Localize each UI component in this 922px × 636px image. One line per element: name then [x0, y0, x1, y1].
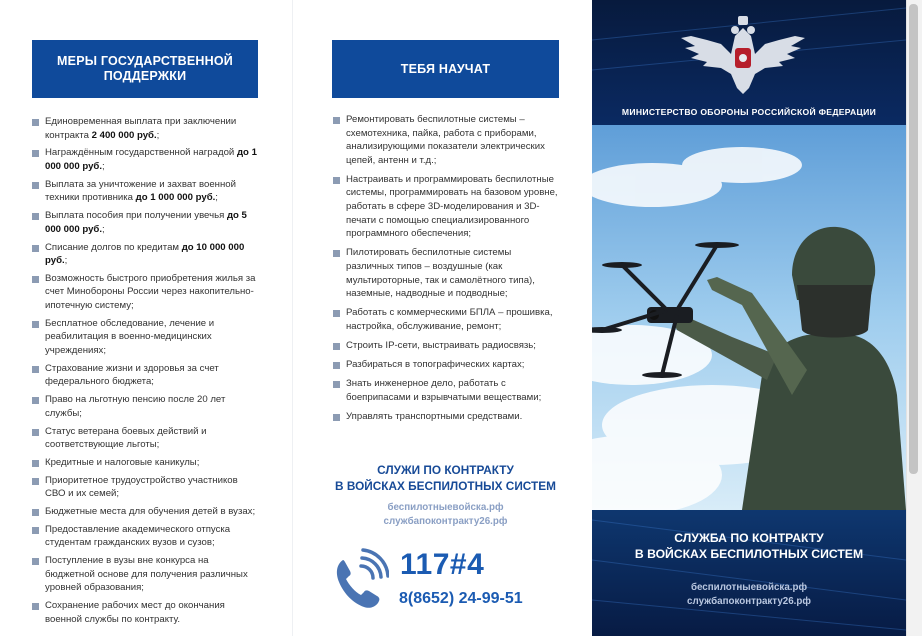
training-item: Разбираться в топографических картах; — [333, 358, 559, 372]
support-measure-item — [32, 523, 257, 550]
cover-title-line-2: В ВОЙСКАХ БЕСПИЛОТНЫХ СИСТЕМ — [634, 547, 864, 561]
support-measure-suffix: ; — [102, 223, 105, 235]
support-measure-text: Единовременная выплата при заключении контракта — [45, 116, 237, 141]
training-header: ТЕБЯ НАУЧАТ — [332, 40, 559, 98]
cover-website-contract[interactable]: службапоконтракту26.рф — [687, 596, 811, 607]
support-measure-amount: 2 400 000 руб. — [91, 129, 157, 141]
training-item: Пилотировать беспилотные системы различных типов – воздушные (как мультироторные, так и самолётного типа), наземные, надводные и подводные; — [333, 246, 559, 300]
double-headed-eagle-emblem — [677, 14, 809, 96]
cta-line-2: В ВОЙСКАХ БЕСПИЛОТНЫХ СИСТЕМ — [335, 478, 556, 493]
support-measure-suffix: ; — [64, 255, 68, 267]
support-measure-text: Награждённым государственной наградой — [45, 147, 237, 159]
support-measures-header: МЕРЫ ГОСУДАРСТВЕННОЙ ПОДДЕРЖКИ — [32, 40, 258, 98]
support-measure-text: Возможность быстрого приобретения жилья за счет Минобороны России через накопительно-ипотечную систему; — [45, 272, 256, 312]
support-measure-text: Бесплатное обследование, лечение и реабилитация в военно-медицинских учреждениях; — [45, 317, 215, 357]
support-measure-item — [32, 362, 257, 389]
support-measure-item — [32, 209, 257, 236]
support-measure-item — [32, 241, 257, 268]
support-measure-item — [32, 554, 257, 595]
support-measure-text: Списание долгов по кредитам — [45, 241, 182, 253]
website-link-contract[interactable]: службапоконтракту26.рф — [383, 516, 508, 527]
website-link-drones[interactable]: беспилотныевойска.рф — [387, 502, 504, 513]
support-measure-text: Выплата пособия при получении увечья — [45, 210, 227, 222]
support-measure-item — [32, 393, 257, 420]
support-measure-amount: до 5 000 000 руб. — [45, 210, 247, 235]
left-panel — [0, 0, 292, 636]
support-measure-suffix: ; — [102, 160, 105, 172]
scrollbar-thumb[interactable] — [909, 4, 918, 474]
phone-number[interactable]: 8(8652) 24-99-51 — [399, 590, 523, 607]
support-measure-item — [32, 474, 257, 501]
training-item: Ремонтировать беспилотные системы – схемотехника, пайка, работа с приборами, анализирующими показатели электрических цепей, антенн и т.д.; — [333, 113, 559, 167]
training-item: Строить IP-сети, выстраивать радиосвязь; — [333, 339, 559, 353]
support-measure-text: Приоритетное трудоустройство участников СВО и их семей; — [45, 474, 238, 500]
support-measure-amount: до 1 000 000 руб. — [135, 192, 216, 204]
support-measure-item — [32, 272, 257, 313]
cover-website-drones[interactable]: беспилотныевойска.рф — [690, 582, 808, 593]
support-measure-suffix: ; — [215, 192, 218, 204]
support-measure-text: Сохранение рабочих мест до окончания военной службы по контракту. — [45, 600, 225, 625]
middle-panel — [292, 0, 593, 636]
support-measure-item — [32, 456, 257, 470]
phone-icon — [331, 548, 389, 610]
support-measure-item — [32, 178, 257, 205]
training-item: Знать инженерное дело, работать с боеприпасами и взрывчатыми веществами; — [333, 377, 559, 404]
training-item: Работать с коммерческими БПЛА – прошивка, настройка, обслуживание, ремонт; — [333, 306, 559, 333]
short-phone-number[interactable]: 117#4 — [400, 548, 485, 581]
support-measure-text: Выплата за уничтожение и захват военной техники противника — [45, 178, 236, 204]
support-measure-text: Страхование жизни и здоровья за счет федерального бюджета; — [45, 362, 219, 388]
support-measures-list — [32, 115, 257, 631]
ministry-title: МИНИСТЕРСТВО ОБОРОНЫ РОССИЙСКОЙ ФЕДЕРАЦИИ — [621, 107, 877, 117]
training-item: Управлять транспортными средствами. — [333, 410, 559, 424]
support-measure-text: Бюджетные места для обучения детей в вузах; — [45, 506, 256, 518]
training-item: Настраивать и программировать беспилотные системы, программировать на базовом уровне, работать в сфере 3D-моделирования и 3D-печати с помощью специализированного программного обеспечения; — [333, 173, 559, 241]
cover-title — [592, 530, 906, 562]
support-measure-item — [32, 115, 257, 142]
support-measure-text: Кредитные и налоговые каникулы; — [45, 456, 200, 468]
support-measure-text: Статус ветерана боевых действий и соответствующие льготы; — [45, 425, 207, 451]
cover-title-line-1: СЛУЖБА ПО КОНТРАКТУ — [674, 531, 824, 545]
support-measure-text: Право на льготную пенсию после 20 лет службы; — [45, 394, 226, 419]
support-measure-item — [32, 505, 257, 519]
support-measure-amount: до 1 000 000 руб. — [45, 147, 257, 172]
training-list — [333, 113, 559, 429]
support-measure-amount: до 10 000 000 руб. — [45, 241, 245, 267]
support-measure-text: Предоставление академического отпуска студентам гражданских вузов и сузов; — [45, 523, 231, 549]
contract-call-to-action — [327, 463, 564, 494]
support-measure-item — [32, 317, 257, 358]
support-measure-text: Поступление в вузы вне конкурса на бюджетной основе для получения различных уровней образования; — [45, 555, 248, 594]
support-measure-suffix: ; — [156, 129, 160, 141]
soldier-with-drone-photo — [592, 125, 906, 510]
support-measure-item — [32, 425, 257, 452]
support-measure-item — [32, 146, 257, 173]
cover-panel — [592, 0, 906, 636]
support-measure-item — [32, 599, 257, 626]
cta-line-1: СЛУЖИ ПО КОНТРАКТУ — [377, 463, 514, 477]
